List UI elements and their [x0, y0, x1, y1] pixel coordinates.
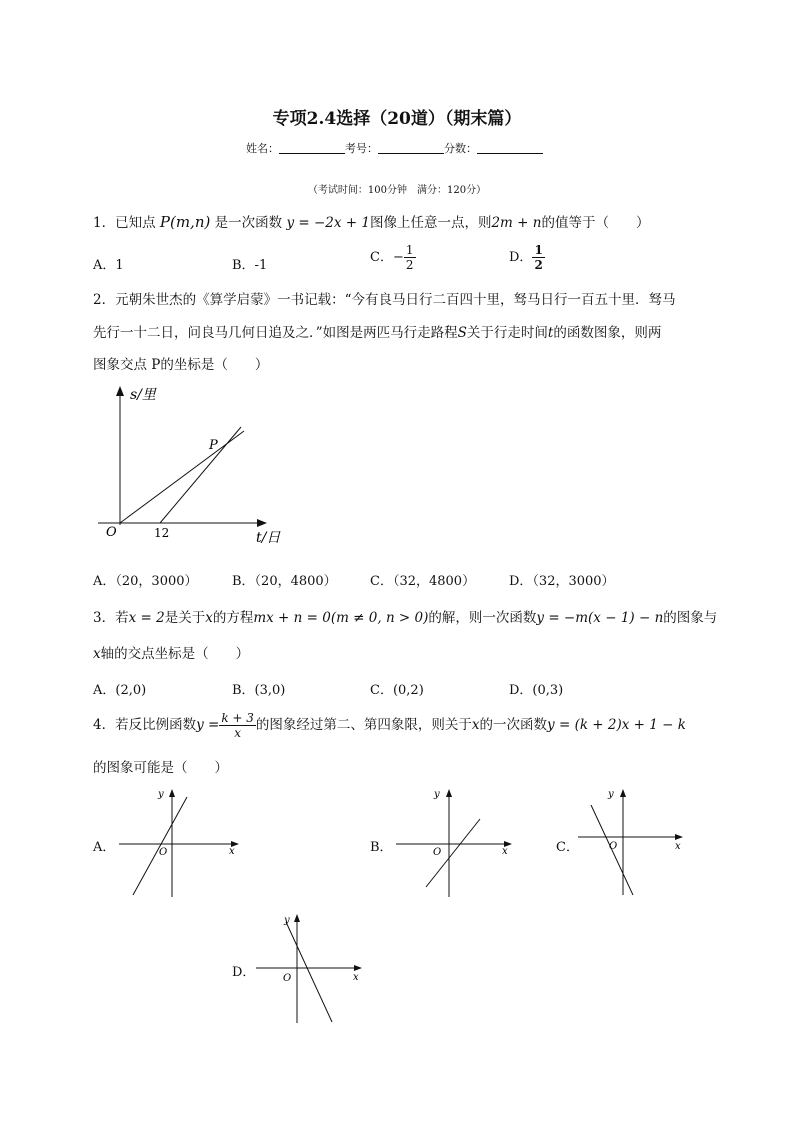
x-label: x: [502, 846, 508, 857]
fraction-num: 1: [534, 243, 543, 257]
fraction-num: k + 3: [221, 711, 254, 725]
q4-text: 4．若反比例函数: [93, 717, 197, 733]
point-p-label: P: [209, 438, 218, 453]
q4-linear-function: y = (k + 2)x + 1 − k: [547, 717, 686, 733]
q3-function: y = −m(x − 1) − n: [536, 610, 664, 626]
y-axis-arrow: [294, 914, 300, 922]
q3-line-1: [93, 606, 717, 626]
exam-time-info: （考试时间：100分钟 满分：120分）: [307, 185, 487, 196]
fraction-den: x: [234, 726, 242, 740]
q3-line-2: [93, 642, 249, 662]
q2-text: 的函数图象，则两: [553, 325, 662, 341]
q3-condition: x = 2: [128, 610, 165, 626]
name-blank[interactable]: [279, 142, 345, 154]
q2-text: 先行一十二日，问良马几何日追及之．”如图是两匹马行走路程: [93, 325, 458, 341]
minus-sign: −: [392, 250, 404, 265]
q4-fraction: [219, 711, 256, 740]
y-axis-label: s/里: [130, 387, 156, 403]
y-axis-arrow: [446, 789, 452, 797]
q2-line-2: [93, 321, 661, 341]
slow-horse-line: [160, 427, 241, 523]
q4-option-b-label[interactable]: B．: [370, 840, 393, 855]
x-label: x: [675, 841, 681, 852]
var-t: t: [547, 325, 554, 341]
origin-label: O: [283, 973, 292, 984]
function-line: [133, 797, 187, 895]
option-label: C．: [370, 250, 393, 265]
q3-text: 3．若: [93, 610, 129, 626]
x-axis-label: t/日: [256, 530, 281, 546]
origin-label: O: [106, 525, 117, 540]
var-s: S: [457, 325, 467, 341]
q1-option-b[interactable]: B．-1: [232, 258, 268, 273]
origin-label: O: [609, 841, 618, 852]
q2-text: 关于行走时间: [466, 325, 548, 341]
q3-option-a[interactable]: A．(2,0): [93, 683, 147, 698]
var-x: x: [471, 717, 480, 733]
x-axis-arrow: [354, 965, 362, 971]
q2-option-a[interactable]: A．（20，3000）: [93, 574, 198, 589]
origin-label: O: [433, 847, 442, 858]
x-axis-arrow: [675, 834, 683, 840]
q1-text: 是一次函数: [214, 215, 283, 231]
y-label: y: [158, 789, 164, 800]
q4-option-d-graph[interactable]: [252, 910, 372, 1028]
q3-text: 的方程: [212, 610, 254, 626]
tick-label-12: 12: [154, 526, 170, 540]
q4-text: 的图象经过第二、第四象限，则关于: [255, 717, 472, 733]
q2-graph: [92, 378, 282, 550]
q2-option-b[interactable]: B．（20，4800）: [232, 574, 337, 589]
question-1: [93, 211, 649, 231]
var-x: x: [205, 610, 213, 626]
y-label: y: [434, 789, 440, 800]
q4-option-d-label[interactable]: D．: [232, 965, 256, 980]
name-label: 姓名：: [246, 142, 279, 155]
q1-option-d[interactable]: [509, 243, 545, 272]
q3-text: 的解，则一次函数: [428, 610, 537, 626]
q3-option-b[interactable]: B．(3,0): [232, 683, 286, 698]
exam-id-blank[interactable]: [378, 142, 444, 154]
page-title: 专项2.4选择（20道）（期末篇）: [272, 109, 522, 129]
y-label: y: [608, 789, 614, 800]
q4-option-c-graph[interactable]: [575, 785, 690, 900]
q3-option-c[interactable]: C．(0,2): [370, 683, 424, 698]
q4-option-a-label[interactable]: A．: [93, 840, 116, 855]
q1-expression: 2m + n: [491, 215, 542, 231]
q1-function: y = −2x + 1: [286, 215, 370, 231]
q1-text: 1．已知点: [93, 215, 156, 231]
fraction-den: 2: [405, 258, 414, 272]
var-x: x: [93, 646, 101, 662]
q4-option-b-graph[interactable]: [392, 785, 522, 900]
q3-equation: mx + n = 0(m ≠ 0, n > 0): [253, 610, 429, 626]
exam-id-label: 考号：: [345, 142, 378, 155]
score-label: 分数：: [444, 142, 477, 155]
function-line: [286, 922, 332, 1022]
q1-point: P(m,n): [159, 213, 211, 231]
y-label: y: [284, 915, 290, 926]
q2-line-1: 2．元朝朱世杰的《算学启蒙》一书记载：“今有良马日行二百四十里，驽马日行一百五十里．驽马: [93, 292, 676, 308]
q3-text: 是关于: [164, 610, 206, 626]
q3-option-d[interactable]: D．(0,3): [509, 683, 564, 698]
q3-text: 轴的交点坐标是（ ）: [100, 646, 250, 662]
q2-option-d[interactable]: D．（32，3000）: [509, 574, 615, 589]
q4-line-1: [93, 711, 686, 740]
q4-option-c-label[interactable]: C．: [556, 840, 579, 855]
fraction-den: 2: [534, 258, 543, 272]
y-axis-arrow: [116, 386, 124, 396]
fraction: [404, 243, 416, 272]
q1-option-a[interactable]: A．1: [93, 258, 124, 273]
y-axis-arrow: [169, 789, 175, 797]
x-axis-arrow: [257, 519, 267, 527]
q3-text: 的图象与: [663, 610, 718, 626]
x-label: x: [353, 972, 359, 983]
q4-line-2: 的图象可能是（ ）: [93, 760, 228, 776]
fraction: [532, 243, 544, 272]
q4-func-lhs: y =: [196, 717, 220, 733]
x-label: x: [229, 846, 235, 857]
origin-label: O: [159, 847, 168, 858]
q1-text: 图像上任意一点，则: [369, 215, 492, 231]
q2-line-3: 图象交点 P的坐标是（ ）: [93, 357, 269, 373]
q1-text: 的值等于（ ）: [541, 215, 650, 231]
option-label: D．: [509, 250, 533, 265]
y-axis-arrow: [620, 789, 626, 797]
q4-option-a-graph[interactable]: [115, 785, 245, 900]
fraction-num: 1: [405, 243, 414, 257]
student-info-line: [246, 140, 543, 156]
q1-option-c[interactable]: [370, 243, 416, 272]
q2-option-c[interactable]: C．（32，4800）: [370, 574, 476, 589]
score-blank[interactable]: [477, 142, 543, 154]
q4-text: 的一次函数: [479, 717, 548, 733]
